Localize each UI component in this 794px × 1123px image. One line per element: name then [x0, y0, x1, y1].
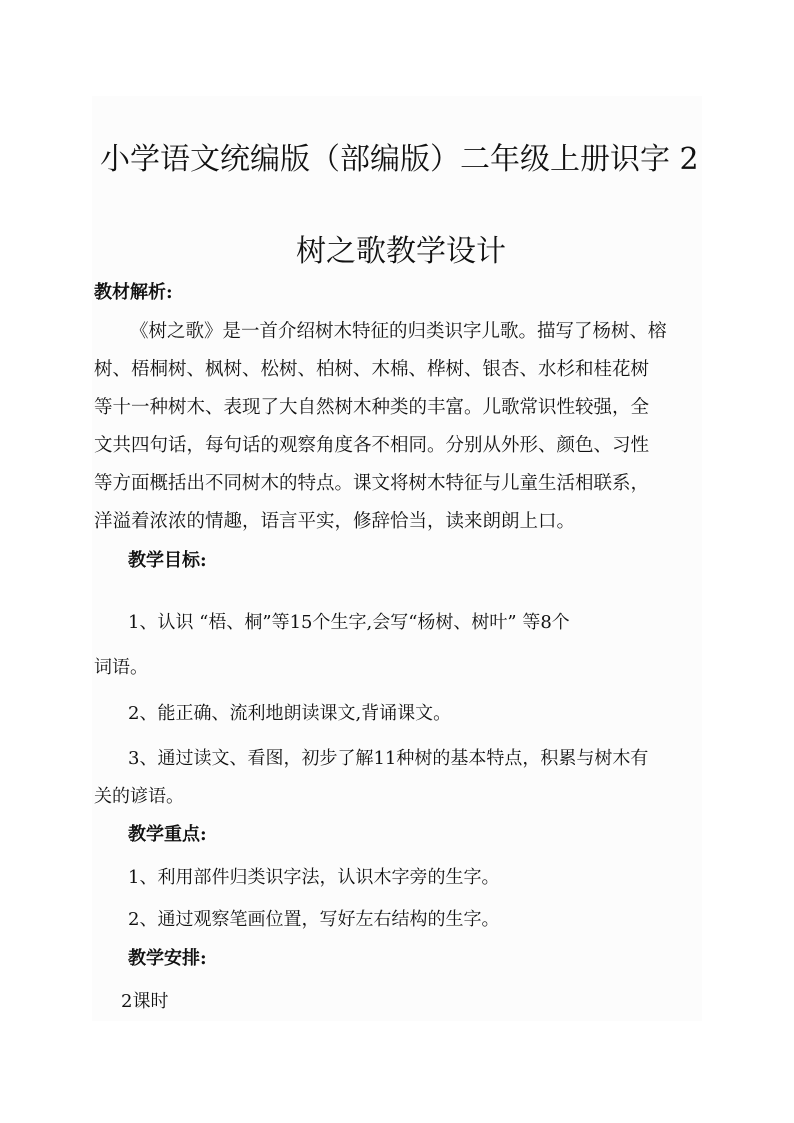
analysis-line-1: 《树之歌》是一首介绍树木特征的归类识字儿歌。描写了杨树、榕 — [130, 321, 667, 342]
goal-3-line-2: 关的谚语。 — [94, 786, 184, 807]
analysis-line-2: 树、梧桐树、枫树、松树、柏树、木棉、桦树、银杏、水杉和桂花树 — [94, 359, 650, 380]
key-point-1: 1、利用部件归类识字法，认识木字旁的生字。 — [128, 867, 500, 888]
analysis-heading: 教材解析: — [94, 282, 173, 303]
analysis-line-5: 等方面概括出不同树木的特点。课文将树木特征与儿童生活相联系， — [94, 473, 650, 494]
goals-heading: 教学目标: — [128, 550, 207, 571]
analysis-line-4: 文共四句话，每句话的观察角度各不相同。分别从外形、颜色、习性 — [94, 435, 650, 456]
goal-2: 2、能正确、流利地朗读课文,背诵课文。 — [128, 703, 452, 724]
schedule-heading: 教学安排: — [128, 948, 207, 969]
analysis-line-6: 洋溢着浓浓的情趣，语言平实，修辞恰当，读来朗朗上口。 — [94, 511, 576, 532]
analysis-line-3: 等十一种树木、表现了大自然树木种类的丰富。儿歌常识性较强，全 — [94, 397, 650, 418]
document-title-line-2: 树之歌教学设计 — [296, 234, 506, 269]
document-title-line-1: 小学语文统编版（部编版）二年级上册识字 2 — [100, 142, 699, 177]
key-points-heading: 教学重点: — [128, 824, 207, 845]
goal-3-line-1: 3、通过读文、看图，初步了解11种树的基本特点，积累与树木有 — [128, 748, 649, 769]
goal-1-line-2: 词语。 — [94, 657, 148, 678]
key-point-2: 2、通过观察笔画位置，写好左右结构的生字。 — [128, 909, 500, 930]
goal-1-line-1: 1、认识 “梧、桐”等15个生字,会写“杨树、树叶” 等8个 — [128, 612, 570, 633]
schedule-value: 2课时 — [121, 991, 169, 1012]
